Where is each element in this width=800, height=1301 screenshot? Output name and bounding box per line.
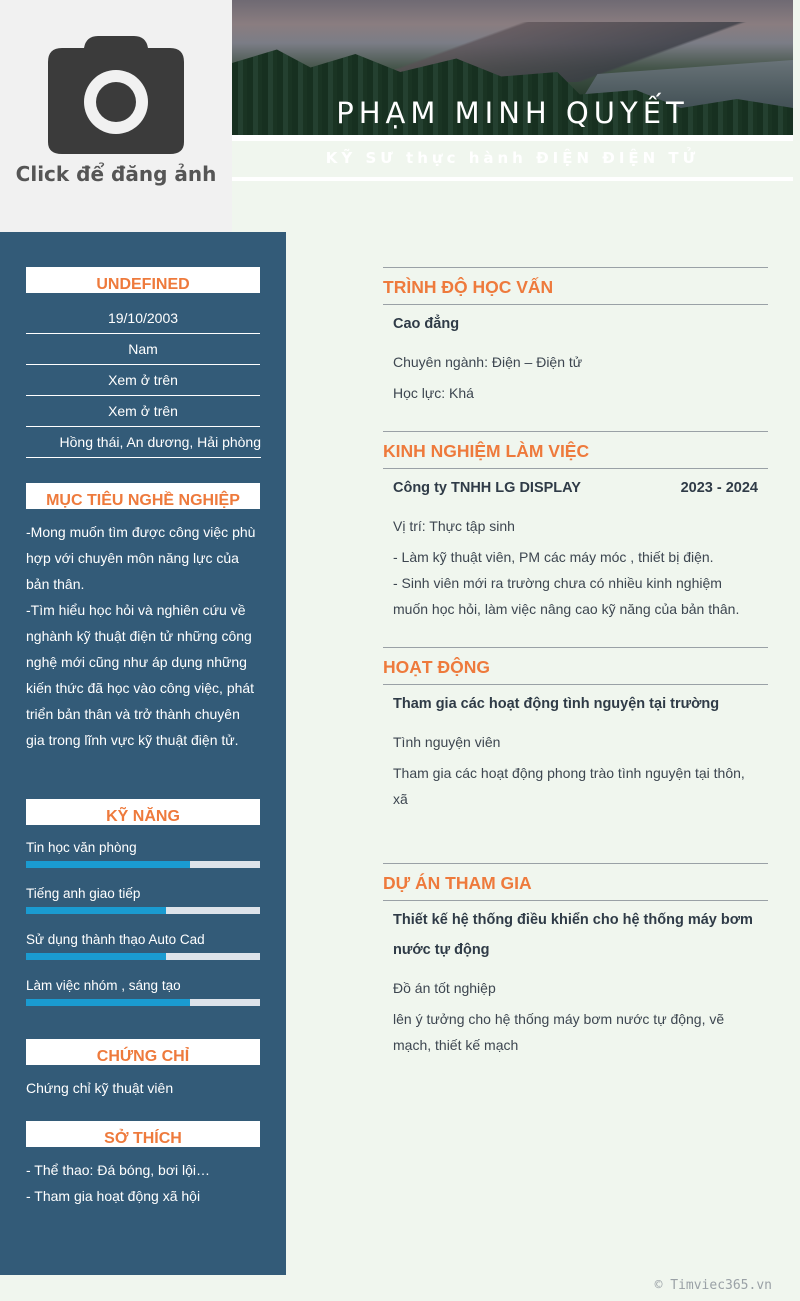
hobby-item: - Tham gia hoạt động xã hội: [26, 1188, 201, 1204]
skill-bar-fill: [26, 907, 166, 914]
certificate-text: Chứng chỉ kỹ thuật viên: [26, 1080, 174, 1096]
address: Hồng thái, An dương, Hải phòng: [26, 427, 261, 458]
education-line: Chuyên ngành: Điện – Điện tử: [393, 354, 583, 370]
job-title-band: [232, 141, 793, 177]
certificates-heading: CHỨNG CHỈ: [26, 1039, 260, 1065]
skill-label: Tiếng anh giao tiếp: [26, 886, 141, 901]
candidate-name: PHẠM MINH QUYẾT: [336, 96, 689, 130]
camera-icon: [46, 34, 186, 154]
skill-bar-fill: [26, 861, 190, 868]
activity-role: Tình nguyện viên: [393, 734, 501, 750]
photo-upload[interactable]: [0, 0, 232, 232]
skill-bar: [26, 907, 260, 914]
activities-heading: HOẠT ĐỘNG: [383, 647, 768, 685]
experience-position: Vị trí: Thực tập sinh: [393, 518, 515, 534]
skill-label: Tin học văn phòng: [26, 840, 137, 855]
skill-label: Sử dụng thành thạo Auto Cad: [26, 932, 205, 947]
activity-description: Tham gia các hoạt động phong trào tình nguyện tại thôn, xã: [393, 765, 745, 807]
project-role: Đồ án tốt nghiệp: [393, 980, 496, 996]
education-title: Cao đẳng: [393, 316, 460, 332]
phone: Xem ở trên: [26, 365, 260, 396]
job-title: KỸ SƯ thực hành ĐIỆN ĐIỆN TỬ: [325, 149, 700, 167]
footer-credit: © Timviec365.vn: [654, 1278, 772, 1293]
gender: Nam: [26, 334, 260, 365]
education-line: Học lực: Khá: [393, 385, 474, 401]
skill-label: Làm việc nhóm , sáng tạo: [26, 978, 181, 993]
projects-heading: DỰ ÁN THAM GIA: [383, 863, 768, 901]
project-title: Thiết kế hệ thống điều khiển cho hệ thống máy bơm nước tự động: [393, 912, 753, 958]
hobbies-heading: SỞ THÍCH: [26, 1121, 260, 1147]
skill-bar-fill: [26, 999, 190, 1006]
experience-heading: KINH NGHIỆM LÀM VIỆC: [383, 431, 768, 469]
project-description: lên ý tưởng cho hệ thống máy bơm nước tự động, vẽ mạch, thiết kế mạch: [393, 1011, 725, 1053]
education-heading: TRÌNH ĐỘ HỌC VẤN: [383, 267, 768, 305]
objective-heading: MỤC TIÊU NGHỀ NGHIỆP: [26, 483, 260, 509]
skill-bar: [26, 999, 260, 1006]
objective-text: -Mong muốn tìm được công việc phù hợp với chuyên môn năng lực của bản thân. -Tìm hiểu học hỏi và nghiên cứu về nghành kỹ thuật điện tử những công nghệ mới cũng như áp dụng những kiến thức đã học vào công việc, phát triển bản thân và trở thành chuyên gia trong lĩnh vực kỹ thuật điện tử.: [26, 524, 256, 748]
personal-heading: UNDEFINED: [26, 267, 260, 293]
experience-duties: - Làm kỹ thuật viên, PM các máy móc , thiết bị điện. - Sinh viên mới ra trường chưa có nhiều kinh nghiệm muốn học hỏi, làm việc nâng cao kỹ năng của bản thân.: [393, 549, 740, 617]
birth-date: 19/10/2003: [26, 303, 260, 334]
hobby-item: - Thể thao: Đá bóng, bơi lội…: [26, 1162, 211, 1178]
experience-period: 2023 - 2024: [680, 480, 758, 496]
skill-bar: [26, 953, 260, 960]
email: Xem ở trên: [26, 396, 260, 427]
divider: [232, 177, 793, 181]
skills-heading: KỸ NĂNG: [26, 799, 260, 825]
skill-bar-fill: [26, 953, 166, 960]
activity-title: Tham gia các hoạt động tình nguyện tại trường: [393, 696, 720, 712]
experience-company: Công ty TNHH LG DISPLAY: [393, 480, 581, 496]
skill-bar: [26, 861, 260, 868]
photo-upload-label: Click để đăng ảnh: [15, 162, 217, 186]
